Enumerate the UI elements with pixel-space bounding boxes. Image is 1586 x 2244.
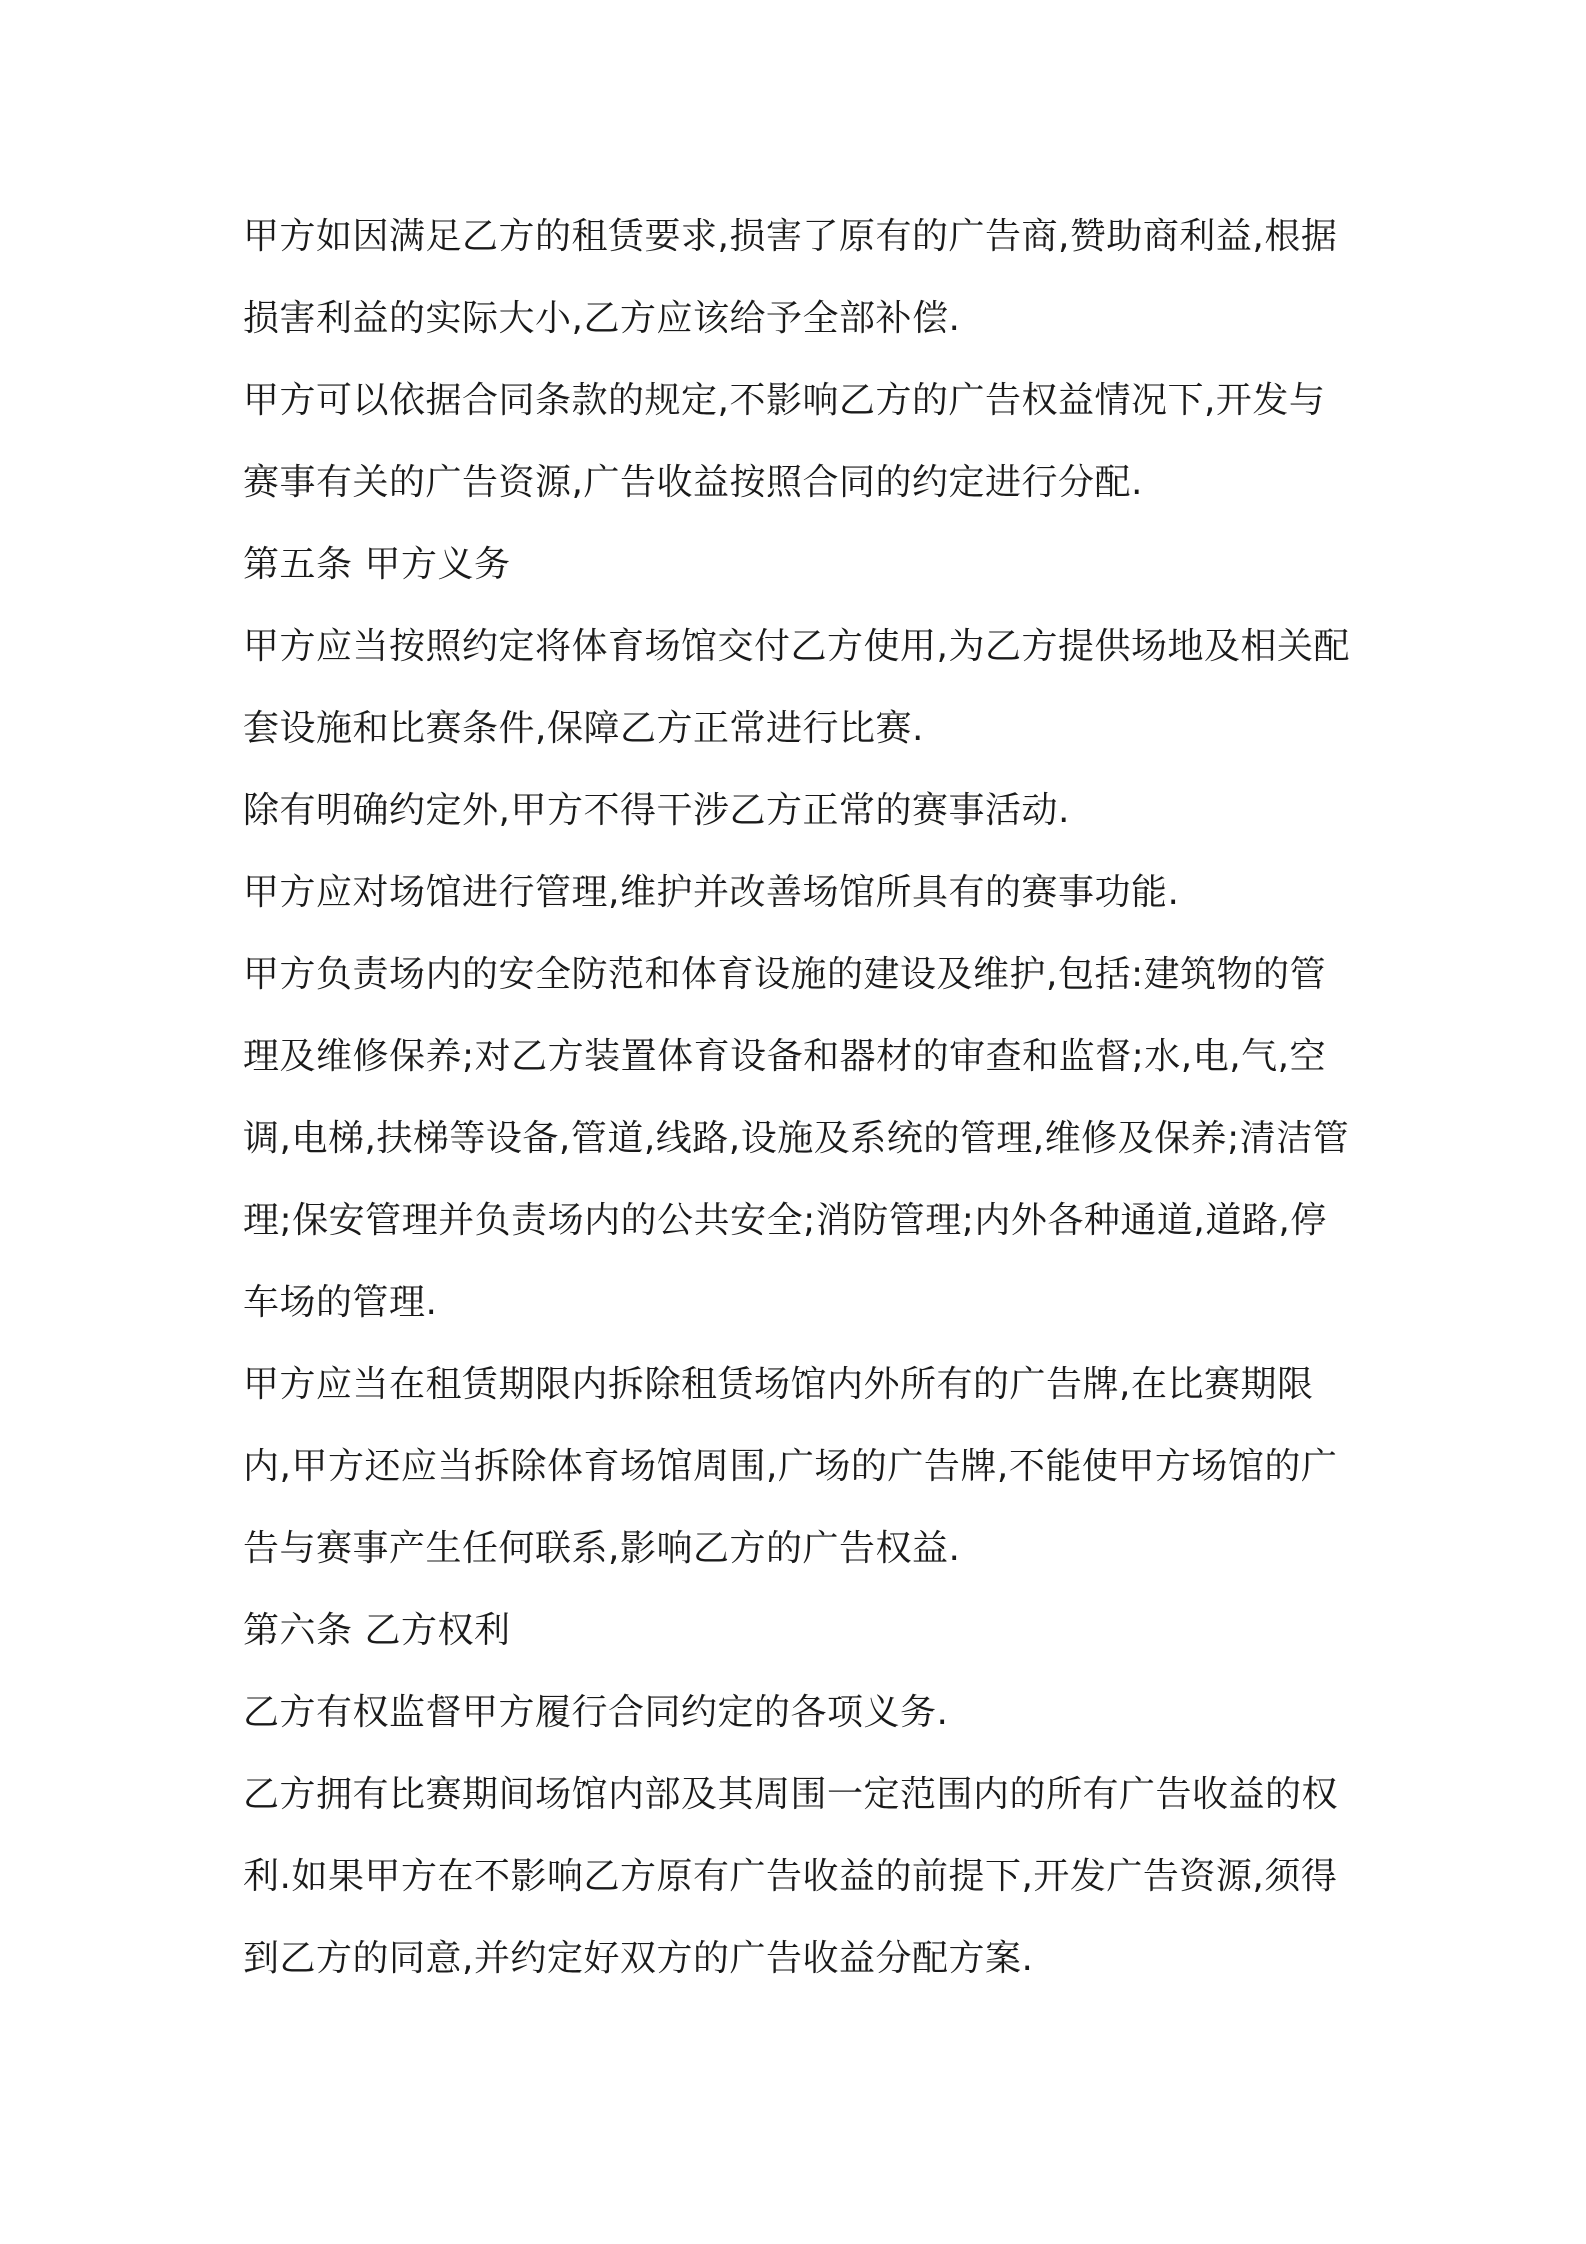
section-heading: 第五条 甲方义务	[243, 544, 511, 585]
document-body	[243, 196, 1361, 2000]
paragraph: 甲方应当在租赁期限内拆除租赁场馆内外所有的广告牌,在比赛期限内,甲方还应当拆除体育场馆周围,广场的广告牌,不能使甲方场馆的广告与赛事产生任何联系,影响乙方的广告权益.	[243, 1364, 1338, 1569]
paragraph: 甲方应对场馆进行管理,维护并改善场馆所具有的赛事功能.	[243, 872, 1180, 913]
paragraph: 甲方负责场内的安全防范和体育设施的建设及维护,包括:建筑物的管理及维修保养;对乙方装置体育设备和器材的审查和监督;水,电,气,空调,电梯,扶梯等设备,管道,线路,设施及系统的管理,维修及保养;清洁管理;保安管理并负责场内的公共安全;消防管理;内外各种通道,道路,停车场的管理.	[243, 954, 1350, 1323]
paragraph: 甲方应当按照约定将体育场馆交付乙方使用,为乙方提供场地及相关配套设施和比赛条件,保障乙方正常进行比赛.	[243, 626, 1350, 749]
paragraph: 乙方拥有比赛期间场馆内部及其周围一定范围内的所有广告收益的权利.如果甲方在不影响乙方原有广告收益的前提下,开发广告资源,须得到乙方的同意,并约定好双方的广告收益分配方案.	[243, 1774, 1339, 1979]
section-heading: 第六条 乙方权利	[243, 1610, 511, 1651]
paragraph: 甲方如因满足乙方的租赁要求,损害了原有的广告商,赞助商利益,根据损害利益的实际大小,乙方应该给予全部补偿.	[243, 216, 1338, 339]
paragraph: 乙方有权监督甲方履行合同约定的各项义务.	[243, 1692, 949, 1733]
paragraph: 除有明确约定外,甲方不得干涉乙方正常的赛事活动.	[243, 790, 1070, 831]
paragraph: 甲方可以依据合同条款的规定,不影响乙方的广告权益情况下,开发与赛事有关的广告资源,广告收益按照合同的约定进行分配.	[243, 380, 1326, 503]
